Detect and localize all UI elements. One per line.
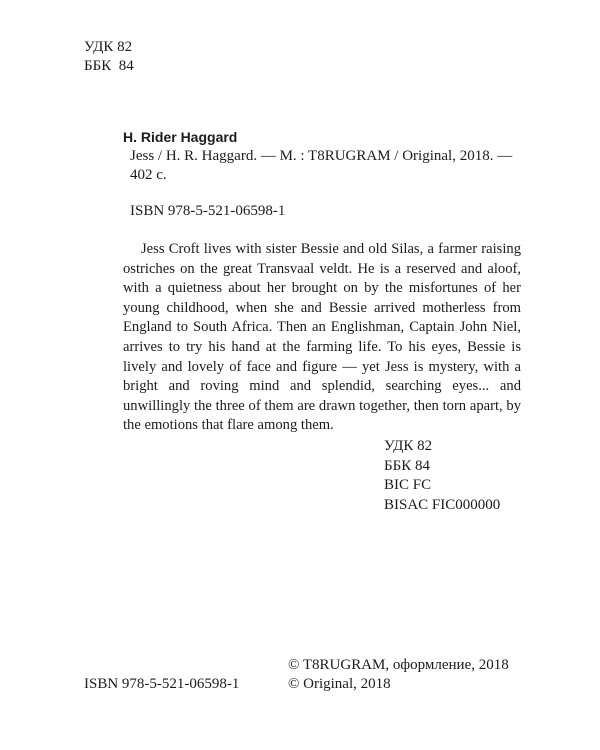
reference-line-1: Jess / H. R. Haggard. — M. : T8RUGRAM / Original, 2018. —: [130, 148, 513, 164]
bibliographic-record: [123, 128, 523, 221]
annotation-text: Jess Croft lives with sister Bessie and old Silas, a farmer raising ostriches on the great Transvaal veldt. He is a reserved and aloof, with a quietness about her brought on by the misfortunes of her young childhood, when she and Bessie arrived motherless from England to South Africa. Then an Englishman, Captain John Niel, arrives to try his hand at the farming life. To his eyes, Bessie is lively and lovely of face and figure — yet Jess is mystery, with a bright and roving mind and splendid, searching eyes... and unwillingly the three of them are drawn together, then torn apart, by the emotions that flare among them.: [123, 241, 521, 434]
classification-codes: [384, 437, 500, 515]
footer-isbn: ISBN 978-5-521-06598-1: [84, 676, 240, 692]
isbn-main: ISBN 978-5-521-06598-1: [130, 203, 286, 219]
annotation: [123, 240, 521, 436]
classification-bbk: ББК 84: [384, 457, 430, 474]
classification-bic: BIC FC: [384, 477, 432, 493]
classification-udk: УДК 82: [384, 438, 433, 454]
reference-line-2: 402 с.: [130, 167, 167, 183]
header-codes: [84, 38, 134, 76]
copyright-block: [288, 656, 509, 694]
header-udk-code: УДК 82: [84, 39, 133, 55]
header-bbk-code: ББК 84: [84, 58, 134, 74]
copyright-original: © Original, 2018: [288, 676, 391, 692]
author-name: H. Rider Haggard: [123, 129, 238, 145]
copyright-design: © T8RUGRAM, оформление, 2018: [288, 657, 509, 673]
classification-bisac: BISAC FIC000000: [384, 496, 501, 513]
